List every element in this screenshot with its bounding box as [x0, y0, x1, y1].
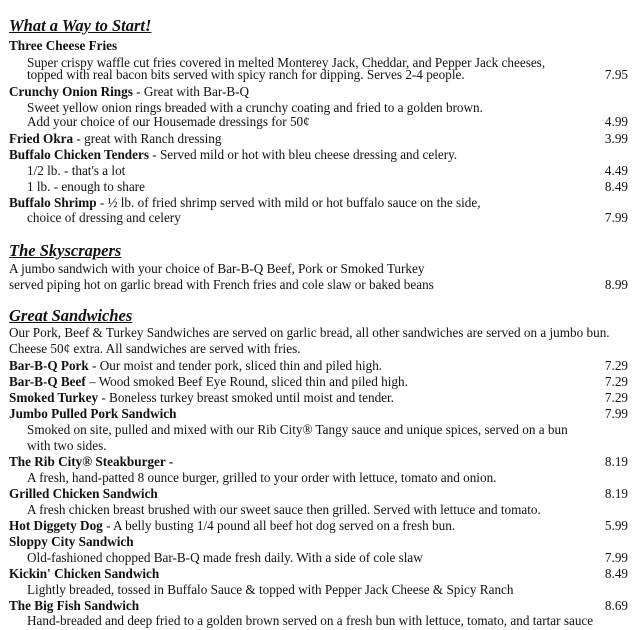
item-desc: - Boneless turkey breast smoked until moist and tender.: [98, 390, 394, 405]
item-description: [0, 437, 642, 454]
item-title: [9, 517, 455, 534]
item-description-text: A fresh, hand-patted 8 ounce burger, grilled to your order with lettuce, tomato and onion.: [27, 470, 497, 485]
item-title: [9, 130, 221, 147]
item-price: 7.99: [604, 210, 628, 225]
item-option: [0, 162, 642, 179]
section-intro-text: Cheese 50¢ extra. All sandwiches are served with fries.: [9, 341, 301, 356]
item-description: [0, 421, 642, 438]
section-description: [0, 276, 642, 293]
item-price: 7.29: [604, 358, 628, 373]
item-desc: - Served mild or hot with bleu cheese dressing and celery.: [148, 147, 458, 162]
item-description-text: Sweet yellow onion rings breaded with a crunchy coating and fried to a golden brown.: [27, 100, 483, 115]
section-intro: [0, 340, 642, 357]
section-heading-skyscrapers: The Skyscrapers: [9, 241, 122, 260]
item-description: [0, 549, 642, 566]
item-price: 8.99: [604, 277, 628, 292]
section-heading-sandwiches: Great Sandwiches: [9, 306, 133, 325]
item-description: [0, 66, 642, 83]
item-desc: - A belly busting 1/4 pound all beef hot dog served on a fresh bun.: [102, 518, 456, 533]
item-price: 4.99: [604, 114, 628, 129]
section-intro-text: Our Pork, Beef & Turkey Sandwiches are served on garlic bread, all other sandwiches are served on a jumbo bun.: [9, 325, 610, 340]
item-description-text: Old-fashioned chopped Bar-B-Q made fresh daily. With a side of cole slaw: [27, 550, 423, 565]
item-name: Buffalo Chicken Tenders: [9, 147, 149, 162]
item-name: Sloppy City Sandwich: [9, 534, 134, 549]
item-name: Crunchy Onion Rings: [9, 84, 133, 99]
item-desc: – Wood smoked Beef Eye Round, sliced thin and piled high.: [85, 374, 408, 389]
item-title: [9, 373, 408, 390]
item-price: 8.49: [604, 566, 628, 581]
item-option-label: 1 lb. - enough to share: [27, 179, 145, 194]
item-description: [0, 501, 642, 518]
item-title: [9, 83, 249, 100]
section-intro: [0, 324, 642, 341]
item-option-label: 1/2 lb. - that's a lot: [27, 163, 126, 178]
item-description-text: Hand-breaded and deep fried to a golden brown served on a fresh bun with lettuce, tomato, and tartar sauce: [27, 613, 594, 628]
item-name: Three Cheese Fries: [9, 38, 118, 53]
section-description: [0, 260, 642, 277]
menu-item-pulled-pork: [0, 405, 642, 422]
item-price: 7.99: [604, 550, 628, 565]
item-title: [9, 453, 173, 470]
item-description-text: Smoked on site, pulled and mixed with our Rib City® Tangy sauce and unique spices, served on a bun: [27, 422, 568, 437]
item-name: Kickin' Chicken Sandwich: [9, 566, 160, 581]
item-description-text: Add your choice of our Housemade dressings for 50¢: [27, 114, 310, 129]
item-description: [0, 612, 642, 629]
item-description-text: A fresh chicken breast brushed with our sweet sauce then grilled. Served with lettuce and tomato.: [27, 502, 541, 517]
item-name: Grilled Chicken Sandwich: [9, 486, 158, 501]
section-description-text: A jumbo sandwich with your choice of Bar-B-Q Beef, Pork or Smoked Turkey: [9, 261, 425, 276]
item-name: Jumbo Pulled Pork Sandwich: [9, 406, 177, 421]
item-name: Fried Okra: [9, 131, 74, 146]
menu-item-grilled-chicken: [0, 485, 642, 502]
item-title: [9, 357, 382, 374]
item-name: Bar-B-Q Pork: [9, 358, 89, 373]
item-description-text: topped with real bacon bits served with spicy ranch for dipping. Serves 2-4 people.: [27, 67, 465, 82]
item-description: [0, 209, 642, 226]
item-name: Bar-B-Q Beef: [9, 374, 86, 389]
item-dash: -: [165, 454, 174, 469]
menu-item-steakburger: [0, 453, 642, 470]
menu-item-smoked-turkey: [0, 389, 642, 406]
menu-item-buffalo-tenders: [0, 146, 642, 163]
item-desc: - Our moist and tender pork, sliced thin and piled high.: [88, 358, 383, 373]
item-price: 8.19: [604, 486, 628, 501]
item-name: The Big Fish Sandwich: [9, 598, 140, 613]
item-title: [9, 389, 394, 406]
menu-item-fried-okra: [0, 130, 642, 147]
item-option: [0, 178, 642, 195]
item-price: 8.19: [604, 454, 628, 469]
item-price: 7.95: [604, 67, 628, 82]
item-description: [0, 581, 642, 598]
menu-item-kickin-chicken: [0, 565, 642, 582]
item-description-text: Lightly breaded, tossed in Buffalo Sauce & topped with Pepper Jack Cheese & Spicy Ranch: [27, 582, 514, 597]
item-desc: - ½ lb. of fried shrimp served with mild or hot buffalo sauce on the side,: [96, 195, 481, 210]
item-name: Buffalo Shrimp: [9, 195, 97, 210]
section-heading-starters: What a Way to Start!: [9, 16, 152, 35]
item-description: [0, 113, 642, 130]
item-description: [0, 469, 642, 486]
menu-item-sloppy-city: [0, 533, 642, 550]
item-price: 8.69: [604, 598, 628, 613]
item-description-text: with two sides.: [27, 438, 107, 453]
item-price: 5.99: [604, 518, 628, 533]
item-description-text: choice of dressing and celery: [27, 210, 181, 225]
item-price: 3.99: [604, 131, 628, 146]
menu-item-three-cheese-fries: [0, 37, 642, 54]
item-name: Hot Diggety Dog: [9, 518, 103, 533]
item-name: The Rib City® Steakburger: [9, 454, 166, 469]
item-tagline: - Great with Bar-B-Q: [132, 84, 250, 99]
item-price: 8.49: [604, 179, 628, 194]
item-price: 7.29: [604, 374, 628, 389]
item-price: 4.49: [604, 163, 628, 178]
item-price: 7.29: [604, 390, 628, 405]
item-description-text: Super crispy waffle cut fries covered in melted Monterey Jack, Cheddar, and Pepper Jack cheeses,: [27, 55, 546, 70]
item-price: 7.99: [604, 406, 628, 421]
menu-item-onion-rings: [0, 83, 642, 100]
item-desc: - great with Ranch dressing: [73, 131, 222, 146]
section-description-text: served piping hot on garlic bread with French fries and cole slaw or baked beans: [9, 277, 434, 292]
menu-item-hot-dog: [0, 517, 642, 534]
item-name: Smoked Turkey: [9, 390, 99, 405]
menu-item-bbq-beef: [0, 373, 642, 390]
item-title: [9, 146, 457, 163]
menu-item-bbq-pork: [0, 357, 642, 374]
